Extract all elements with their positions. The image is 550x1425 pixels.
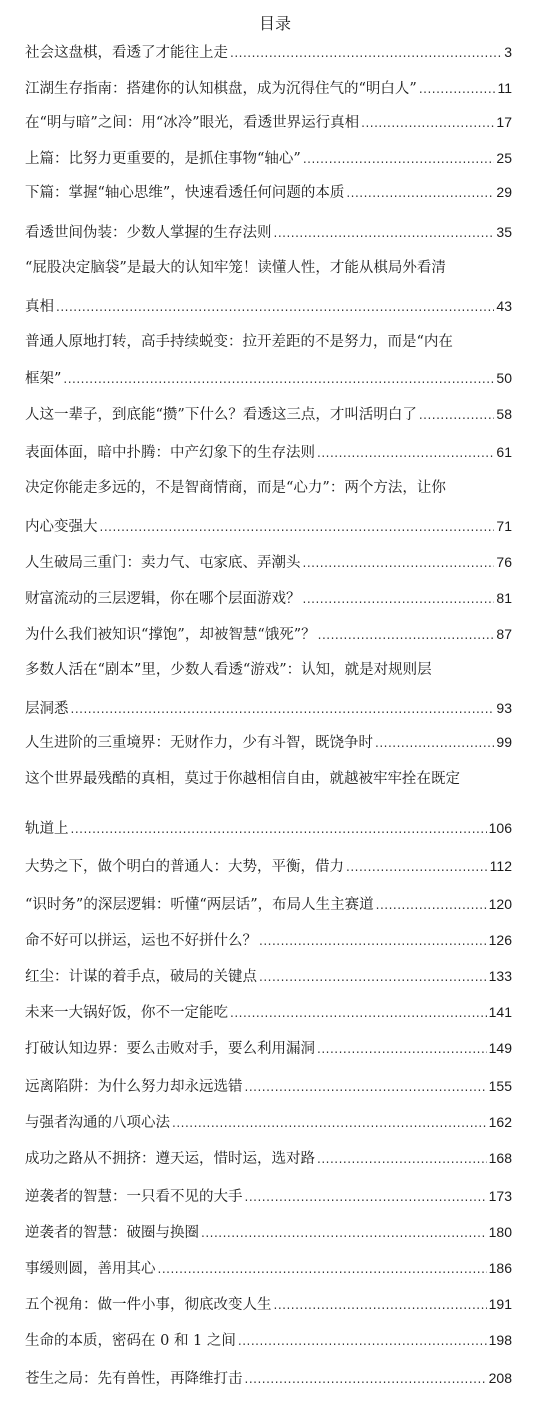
toc-entry-title: 内心变强大 — [25, 519, 98, 535]
dot-leader — [376, 893, 487, 917]
toc-entry-page-number: 162 — [488, 1114, 512, 1130]
toc-entry-title: 这个世界最残酷的真相，莫过于你越相信自由，就越被牢牢拴在既定 — [25, 771, 460, 787]
toc-entry[interactable] — [25, 1000, 512, 1024]
toc-entry-page-number: 112 — [489, 858, 512, 874]
toc-entry[interactable] — [25, 402, 512, 426]
dot-leader — [201, 1221, 487, 1245]
toc-entry-title: “屁股决定脑袋”是最大的认知牢笼！读懂人性，才能从棋局外看清 — [25, 260, 446, 276]
toc-entry-title: 多数人活在“剧本”里，少数人看透“游戏”：认知，就是对规则层 — [25, 662, 432, 678]
dot-leader — [259, 965, 487, 989]
toc-entry[interactable] — [25, 220, 512, 244]
toc-entry-title: 大势之下，做个明白的普通人：大势，平衡，借力 — [25, 859, 344, 875]
toc-entry[interactable] — [25, 330, 512, 354]
toc-entry[interactable] — [25, 366, 512, 390]
dot-leader — [245, 1185, 487, 1209]
toc-entry-title: 决定你能走多远的，不是智商情商，而是“心力”：两个方法，让你 — [25, 480, 446, 496]
toc-entry[interactable] — [25, 256, 512, 280]
toc-entry-title: 江湖生存指南：搭建你的认知棋盘，成为沉得住气的“明白人” — [25, 81, 417, 97]
toc-entry-page-number: 155 — [488, 1078, 512, 1094]
toc-entry-page-number: 120 — [488, 896, 512, 912]
toc-entry[interactable] — [25, 1328, 512, 1352]
toc-entry-title: 红尘：计谋的着手点，破局的关键点 — [25, 969, 257, 985]
dot-leader — [245, 1367, 487, 1391]
toc-entry[interactable] — [25, 1146, 512, 1170]
toc-entry-title: 逆袭者的智慧：一只看不见的大手 — [25, 1189, 243, 1205]
toc-entry-page-number: 3 — [504, 44, 512, 60]
toc-entry[interactable] — [25, 1184, 512, 1208]
toc-entry[interactable] — [25, 1110, 512, 1134]
dot-leader — [303, 147, 495, 171]
toc-entry-title: 逆袭者的智慧：破圈与换圈 — [25, 1225, 199, 1241]
toc-entry[interactable] — [25, 1074, 512, 1098]
toc-entry-title: 层洞悉 — [25, 701, 69, 717]
dot-leader — [71, 697, 495, 721]
dot-leader — [346, 181, 494, 205]
toc-entry-title: 普通人原地打转，高手持续蜕变：拉开差距的不是努力，而是“内在 — [25, 334, 453, 350]
dot-leader — [303, 587, 495, 611]
toc-entry[interactable] — [25, 964, 512, 988]
toc-entry-page-number: 29 — [496, 184, 512, 200]
toc-entry[interactable] — [25, 816, 512, 840]
dot-leader — [317, 1147, 487, 1171]
toc-entry-page-number: 126 — [488, 932, 512, 948]
dot-leader — [230, 41, 502, 65]
toc-entry-title: 下篇：掌握“轴心思维”，快速看透任何问题的本质 — [25, 185, 345, 201]
dot-leader — [158, 1257, 487, 1281]
toc-entry-title: 苍生之局：先有兽性，再降维打击 — [25, 1371, 243, 1387]
toc-entry[interactable] — [25, 180, 512, 204]
toc-entry-title: 打破认知边界：要么击败对手，要么利用漏洞 — [25, 1041, 315, 1057]
dot-leader — [274, 1293, 487, 1317]
dot-leader — [318, 623, 495, 647]
dot-leader — [361, 111, 494, 135]
toc-entry-title: 社会这盘棋，看透了才能往上走 — [25, 45, 228, 61]
toc-entry-page-number: 106 — [488, 820, 512, 836]
toc-entry-page-number: 173 — [488, 1188, 512, 1204]
toc-entry-title: 上篇：比努力更重要的，是抓住事物“轴心” — [25, 151, 301, 167]
toc-entry-page-number: 168 — [488, 1150, 512, 1166]
toc-entry-page-number: 76 — [496, 554, 512, 570]
toc-entry-title: 生命的本质，密码在 0 和 1 之间 — [25, 1333, 236, 1349]
dot-leader — [346, 855, 488, 879]
toc-entry-page-number: 50 — [496, 370, 512, 386]
toc-entry-title: 人生进阶的三重境界：无财作力，少有斗智，既饶争时 — [25, 735, 373, 751]
toc-entry[interactable] — [25, 514, 512, 538]
toc-entry-page-number: 99 — [496, 734, 512, 750]
dot-leader — [317, 1037, 487, 1061]
toc-entry[interactable] — [25, 854, 512, 878]
dot-leader — [245, 1075, 487, 1099]
toc-entry-title: 远离陷阱：为什么努力却永远选错 — [25, 1079, 243, 1095]
toc-entry-page-number: 186 — [488, 1260, 512, 1276]
toc-entry-page-number: 208 — [488, 1370, 512, 1386]
toc-entry-page-number: 87 — [496, 626, 512, 642]
dot-leader — [419, 77, 496, 101]
toc-entry-title: 事缓则圆，善用其心 — [25, 1261, 156, 1277]
toc-entry-title: 未来一大锅好饭，你不一定能吃 — [25, 1005, 228, 1021]
toc-entry[interactable] — [25, 550, 512, 574]
toc-entry-page-number: 93 — [496, 700, 512, 716]
dot-leader — [100, 515, 495, 539]
dot-leader — [230, 1001, 487, 1025]
toc-entry[interactable] — [25, 928, 512, 952]
dot-leader — [238, 1329, 487, 1353]
toc-entry-title: 与强者沟通的八项心法 — [25, 1115, 170, 1131]
toc-entry-title: 人生破局三重门：卖力气、屯家底、弄潮头 — [25, 555, 301, 571]
dot-leader — [63, 367, 494, 391]
toc-entry-title: 命不好可以拼运，运也不好拼什么？ — [25, 933, 257, 949]
toc-entry-page-number: 58 — [496, 406, 512, 422]
toc-entry[interactable] — [25, 586, 512, 610]
toc-entry[interactable] — [25, 1366, 512, 1390]
toc-entry[interactable] — [25, 440, 512, 464]
toc-entry-title: 表面体面，暗中扑腾：中产幻象下的生存法则 — [25, 445, 315, 461]
dot-leader — [375, 731, 494, 755]
toc-entry-title: “识时务”的深层逻辑：听懂“两层话”，布局人生主赛道 — [25, 897, 374, 913]
toc-entry-page-number: 149 — [488, 1040, 512, 1056]
toc-entry-page-number: 71 — [496, 518, 512, 534]
dot-leader — [303, 551, 495, 575]
dot-leader — [71, 817, 487, 841]
toc-entry-page-number: 35 — [496, 224, 512, 240]
toc-entry-title: 五个视角：做一件小事，彻底改变人生 — [25, 1297, 272, 1313]
toc-entry[interactable] — [25, 476, 512, 500]
toc-entry[interactable] — [25, 40, 512, 64]
dot-leader — [274, 221, 495, 245]
toc-entry-page-number: 198 — [488, 1332, 512, 1348]
dot-leader — [317, 441, 494, 465]
toc-entry[interactable] — [25, 767, 512, 791]
toc-entry-title: 财富流动的三层逻辑，你在哪个层面游戏？ — [25, 591, 301, 607]
toc-entry-page-number: 43 — [496, 298, 512, 314]
toc-entry[interactable] — [25, 1220, 512, 1244]
toc-title: 目录 — [258, 14, 291, 33]
toc-entry[interactable] — [25, 892, 512, 916]
toc-entry-page-number: 25 — [496, 150, 512, 166]
toc-entry[interactable] — [25, 696, 512, 720]
toc-entry[interactable] — [25, 730, 512, 754]
dot-leader — [419, 403, 495, 427]
toc-entry[interactable] — [25, 294, 512, 318]
toc-entry[interactable] — [25, 1036, 512, 1060]
toc-entry[interactable] — [25, 110, 512, 134]
toc-entry[interactable] — [25, 1256, 512, 1280]
toc-entry-title: 轨道上 — [25, 821, 69, 837]
toc-entry[interactable] — [25, 622, 512, 646]
toc-entry-title: 为什么我们被知识“撑饱”，却被智慧“饿死”？ — [25, 627, 316, 643]
toc-entry-page-number: 141 — [488, 1004, 512, 1020]
toc-entry-title: 人这一辈子，到底能“攒”下什么？看透这三点，才叫活明白了 — [25, 407, 417, 423]
dot-leader — [56, 295, 494, 319]
toc-entry-title: 框架” — [25, 371, 62, 387]
toc-entry[interactable] — [25, 1292, 512, 1316]
toc-entry-page-number: 180 — [488, 1224, 512, 1240]
toc-entry-page-number: 191 — [488, 1296, 512, 1312]
toc-entry-page-number: 133 — [488, 968, 512, 984]
toc-entry[interactable] — [25, 76, 512, 100]
dot-leader — [172, 1111, 487, 1135]
toc-entry-title: 成功之路从不拥挤：遵天运，惜时运，选对路 — [25, 1151, 315, 1167]
toc-entry-page-number: 11 — [497, 80, 512, 96]
toc-entry-title: 在“明与暗”之间：用“冰冷”眼光，看透世界运行真相 — [25, 115, 360, 131]
toc-entry-title: 看透世间伪装：少数人掌握的生存法则 — [25, 225, 272, 241]
toc-entry-page-number: 17 — [496, 114, 512, 130]
toc-entry-page-number: 61 — [496, 444, 512, 460]
toc-entry[interactable] — [25, 658, 512, 682]
toc-entry-page-number: 81 — [496, 590, 512, 606]
toc-entry-title: 真相 — [25, 299, 54, 315]
dot-leader — [259, 929, 487, 953]
toc-entry[interactable] — [25, 146, 512, 170]
